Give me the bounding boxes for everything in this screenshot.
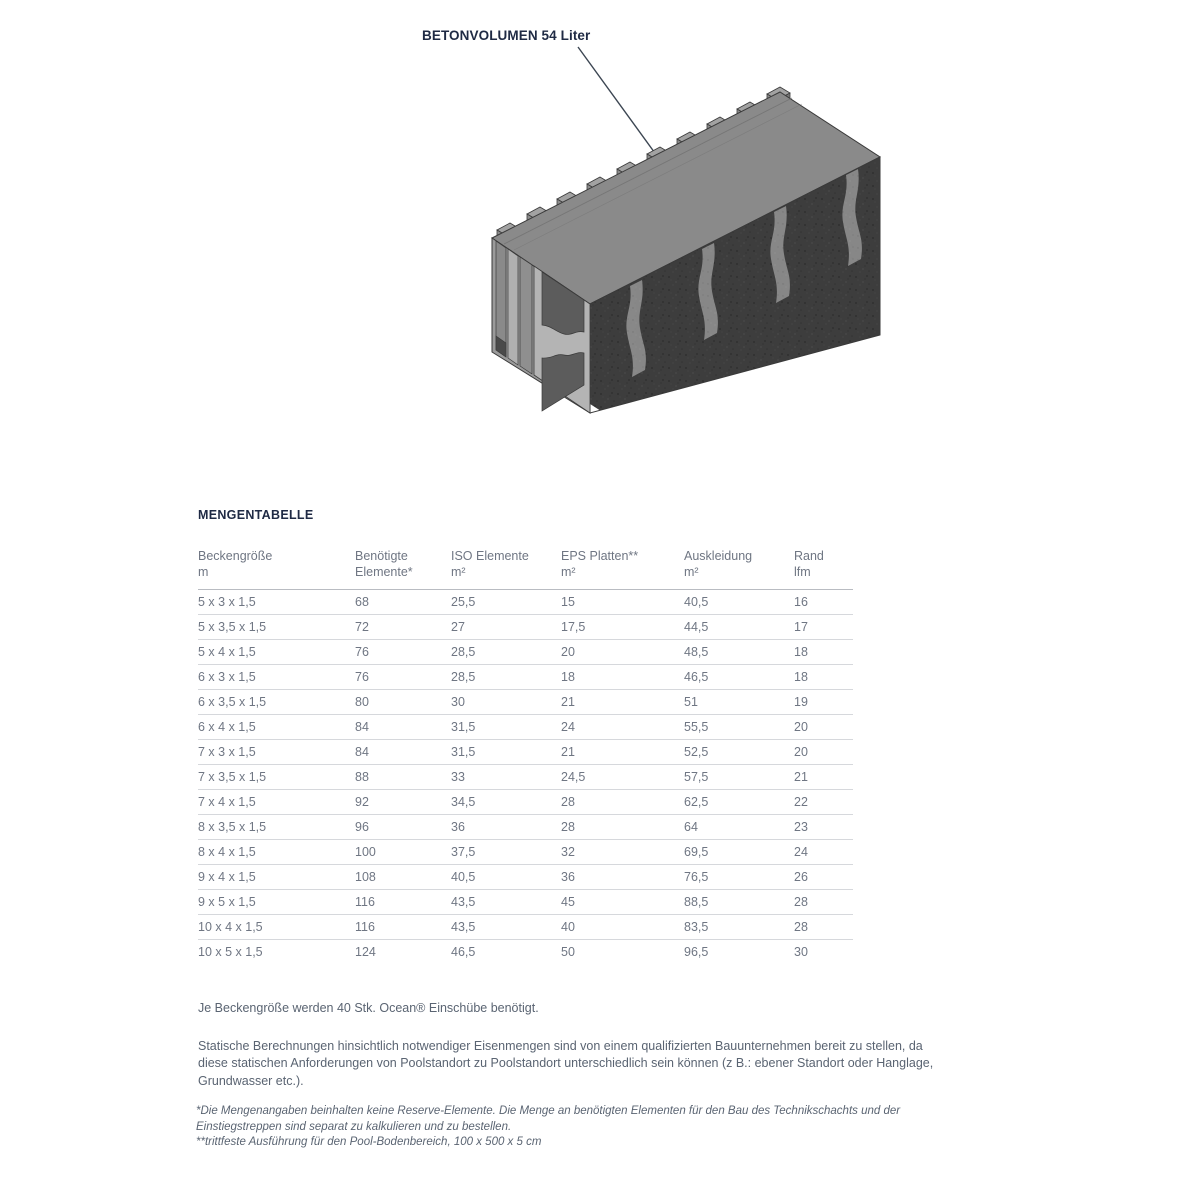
footnote-single-star: *Die Mengenangaben beinhalten keine Reserve-Elemente. Die Menge an benötigten Elementen für den Bau des Technikschachts und der Einstiegstreppen sind separat zu kalkulieren und zu bestellen. (196, 1105, 901, 1133)
cell-value: 50 (561, 945, 575, 959)
cell-value: 96 (355, 815, 451, 840)
cell-value: 17,5 (561, 615, 684, 640)
cell-value: 46,5 (684, 665, 794, 690)
cell-value: 51 (684, 690, 794, 715)
cell-value: 27 (451, 615, 561, 640)
cell-value: 45 (561, 890, 684, 915)
cell-value: 30 (451, 690, 561, 715)
table-header-row (198, 549, 853, 590)
mengentabelle-section (198, 508, 853, 964)
cell-beckengroesse: 6 x 3 x 1,5 (198, 665, 355, 690)
table-row (198, 940, 853, 965)
column-header-title: ISO Elemente (451, 549, 529, 563)
cell-value: 40,5 (684, 590, 794, 615)
cell-value: 44,5 (684, 615, 794, 640)
footnote-double-star: **trittfeste Ausführung für den Pool-Bodenbereich, 100 x 500 x 5 cm (196, 1136, 542, 1148)
cell-beckengroesse: 5 x 3 x 1,5 (198, 590, 355, 615)
table-heading: MENGENTABELLE (198, 508, 314, 522)
cell-value: 88,5 (684, 890, 794, 915)
column-header-unit: m² (451, 564, 466, 579)
table-row (198, 890, 853, 915)
column-header-unit: Elemente* (355, 564, 413, 579)
cell-value: 26 (794, 865, 853, 890)
table-row (198, 865, 853, 890)
table-row (198, 590, 853, 615)
cell-beckengroesse: 8 x 4 x 1,5 (198, 840, 355, 865)
table-row (198, 765, 853, 790)
cell-beckengroesse: 7 x 4 x 1,5 (198, 790, 355, 815)
cell-value: 84 (355, 715, 451, 740)
cell-value: 64 (684, 815, 794, 840)
cell-value: 76 (355, 640, 451, 665)
cell-value: 28,5 (451, 665, 561, 690)
cell-value: 37,5 (451, 840, 561, 865)
note-einschuebe: Je Beckengröße werden 40 Stk. Ocean® Einschübe benötigt. (198, 1001, 539, 1015)
cell-beckengroesse: 7 x 3 x 1,5 (198, 740, 355, 765)
cell-value: 96,5 (684, 945, 709, 959)
cell-value: 43,5 (451, 915, 561, 940)
column-header-iso-elemente (451, 549, 561, 590)
callout-label-betonvolumen: BETONVOLUMEN 54 Liter (422, 28, 591, 43)
column-header-unit: m (198, 564, 209, 579)
table-body (198, 590, 853, 965)
column-header-unit: m² (684, 564, 699, 579)
cell-value: 17 (794, 615, 853, 640)
cell-value: 76 (355, 665, 451, 690)
cell-value: 21 (561, 690, 684, 715)
cell-value: 68 (355, 590, 451, 615)
column-header-unit: lfm (794, 564, 811, 579)
cell-beckengroesse: 8 x 3,5 x 1,5 (198, 815, 355, 840)
table-row (198, 690, 853, 715)
cell-value: 100 (355, 840, 451, 865)
table-row (198, 790, 853, 815)
cell-value: 31,5 (451, 715, 561, 740)
column-header-unit: m² (561, 564, 576, 579)
cell-value: 36 (561, 865, 684, 890)
cell-value: 46,5 (451, 945, 476, 959)
cell-value: 28 (794, 890, 853, 915)
cell-value: 57,5 (684, 765, 794, 790)
cell-value: 28,5 (451, 640, 561, 665)
cell-beckengroesse: 10 x 4 x 1,5 (198, 915, 355, 940)
footnotes-section (196, 1104, 952, 1151)
table-row (198, 915, 853, 940)
cell-value: 92 (355, 790, 451, 815)
cell-value: 80 (355, 690, 451, 715)
table-row (198, 840, 853, 865)
cell-value: 108 (355, 865, 451, 890)
table-header (198, 549, 853, 590)
cell-value: 19 (794, 690, 853, 715)
cell-beckengroesse: 5 x 4 x 1,5 (198, 640, 355, 665)
column-header-title: Benötigte (355, 549, 408, 563)
cell-value: 31,5 (451, 740, 561, 765)
table-row (198, 815, 853, 840)
cell-value: 72 (355, 615, 451, 640)
cell-value: 30 (794, 945, 808, 959)
mengentabelle (198, 549, 853, 964)
column-header-title: Auskleidung (684, 549, 753, 563)
table-row (198, 665, 853, 690)
cell-value: 28 (794, 915, 853, 940)
cell-value: 28 (561, 790, 684, 815)
cell-value: 55,5 (684, 715, 794, 740)
cell-beckengroesse: 9 x 4 x 1,5 (198, 865, 355, 890)
cell-beckengroesse: 10 x 5 x 1,5 (198, 945, 263, 959)
cell-value: 25,5 (451, 590, 561, 615)
column-header-benoetigte-elemente (355, 549, 451, 590)
cell-beckengroesse: 5 x 3,5 x 1,5 (198, 615, 355, 640)
cell-value: 116 (355, 915, 451, 940)
cell-value: 21 (561, 740, 684, 765)
cell-value: 23 (794, 815, 853, 840)
cell-value: 32 (561, 840, 684, 865)
cell-value: 20 (561, 640, 684, 665)
cell-value: 22 (794, 790, 853, 815)
cell-beckengroesse: 9 x 5 x 1,5 (198, 890, 355, 915)
cell-value: 18 (794, 665, 853, 690)
note-statische-berechnungen: Statische Berechnungen hinsichtlich notwendiger Eisenmengen sind von einem qualifizierten Bauunternehmen bereit zu stellen, da diese statischen Anforderungen von Poolstandort zu Poolstandort unterschiedlich sein können (z B.: ebener Standort oder Hanglage, Grundwasser etc.). (198, 1038, 934, 1088)
cell-value: 34,5 (451, 790, 561, 815)
cell-value: 28 (561, 815, 684, 840)
cell-value: 16 (794, 590, 853, 615)
cell-value: 40 (561, 915, 684, 940)
cell-value: 62,5 (684, 790, 794, 815)
cell-value: 20 (794, 715, 853, 740)
table-row (198, 615, 853, 640)
cell-value: 48,5 (684, 640, 794, 665)
notes-section (198, 1000, 948, 1110)
column-header-auskleidung (684, 549, 794, 590)
column-header-title: EPS Platten** (561, 549, 639, 563)
cell-value: 36 (451, 815, 561, 840)
table-row (198, 740, 853, 765)
column-header-beckengroesse (198, 549, 355, 590)
column-header-rand (794, 549, 853, 590)
cell-beckengroesse: 6 x 4 x 1,5 (198, 715, 355, 740)
column-header-title: Rand (794, 549, 824, 563)
column-header-title: Beckengröße (198, 549, 273, 563)
cell-value: 24 (561, 715, 684, 740)
table-row (198, 640, 853, 665)
cell-value: 18 (794, 640, 853, 665)
cell-value: 33 (451, 765, 561, 790)
table-row (198, 715, 853, 740)
cell-value: 83,5 (684, 915, 794, 940)
cell-value: 76,5 (684, 865, 794, 890)
cell-value: 18 (561, 665, 684, 690)
cell-value: 24,5 (561, 765, 684, 790)
cell-value: 43,5 (451, 890, 561, 915)
cell-beckengroesse: 7 x 3,5 x 1,5 (198, 765, 355, 790)
cell-value: 24 (794, 840, 853, 865)
cell-value: 88 (355, 765, 451, 790)
iso-concrete-block-illustration (480, 40, 910, 420)
column-header-eps-platten (561, 549, 684, 590)
cell-value: 52,5 (684, 740, 794, 765)
cell-value: 69,5 (684, 840, 794, 865)
cell-value: 15 (561, 590, 684, 615)
cell-value: 124 (355, 945, 376, 959)
cell-value: 21 (794, 765, 853, 790)
cell-value: 116 (355, 890, 451, 915)
cell-value: 40,5 (451, 865, 561, 890)
cell-beckengroesse: 6 x 3,5 x 1,5 (198, 690, 355, 715)
cell-value: 84 (355, 740, 451, 765)
cell-value: 20 (794, 740, 853, 765)
